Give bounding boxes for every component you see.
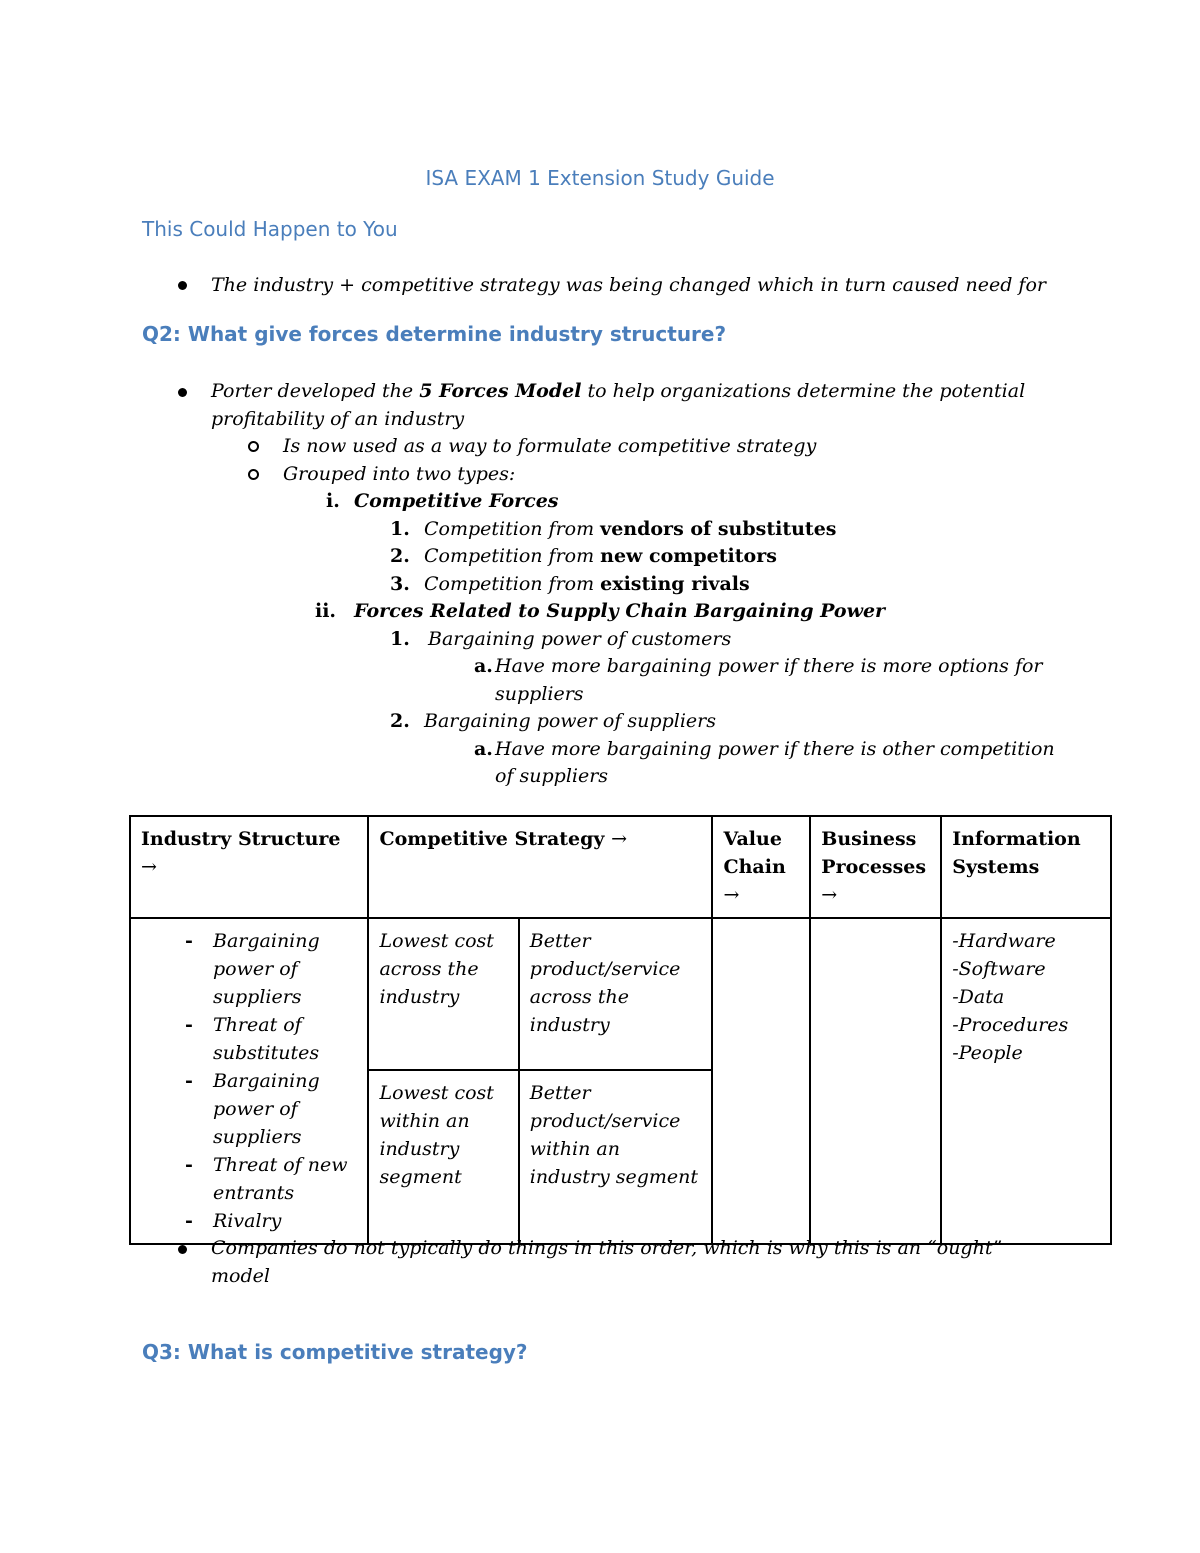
table-row [130,918,1111,1070]
porter-post: to help organizations determine the potential [581,380,1026,402]
header-industry-structure [130,816,368,918]
value-chain-cell [712,918,810,1244]
porter-line-cont: profitability of an industry [211,408,465,430]
header-info-text: Information Systems [952,828,1081,878]
porter-line [211,377,1025,405]
roman-marker-i: i. [326,490,340,512]
list-item: - Rivalry [213,1207,357,1235]
information-systems-cell [941,918,1111,1244]
arrow-icon: → [611,828,628,850]
bp1a-marker: a. [474,655,493,677]
table-header-row [130,816,1111,918]
porter-model-name: 5 Forces Model [419,380,582,402]
document-title: ISA EXAM 1 Extension Study Guide [425,166,775,190]
sub-bullet-grouped: Grouped into two types: [283,463,516,485]
cf-item-2 [424,542,777,570]
strategy-cell-better-product-industry: Better product/service across the industry [519,918,713,1070]
bp-customers: Bargaining power of customers [428,628,732,650]
arrow-icon: → [821,884,838,906]
strategy-cell-lowest-cost-industry: Lowest cost across the industry [368,918,518,1070]
arrow-icon: → [141,856,157,878]
strategy-cell-lowest-cost-segment: Lowest cost within an industry segment [368,1070,518,1244]
arrow-icon: → [723,884,740,906]
bp1a-line2: suppliers [495,683,584,705]
list-item: -Software [952,958,1046,980]
strategy-table [129,815,1112,1245]
competitive-forces-label: Competitive Forces [354,490,559,512]
list-item: -Procedures [952,1014,1069,1036]
section-heading-q3: Q3: What is competitive strategy? [142,1340,528,1364]
cf-item-3 [424,570,750,598]
cf-item-3-bold: existing rivals [600,573,750,595]
bp-marker-2: 2. [390,710,410,732]
list-item: - Threat of new entrants [213,1151,357,1207]
section-heading-this-could-happen: This Could Happen to You [142,217,398,241]
industry-structure-cell [130,918,368,1244]
list-item: - Bargaining power of suppliers [213,927,357,1011]
cf-marker-3: 3. [390,573,410,595]
header-information-systems [941,816,1111,918]
strategy-cell-better-product-segment: Better product/service within an industry segment [519,1070,713,1244]
header-value-chain [712,816,810,918]
list-item: -Data [952,986,1005,1008]
cf-marker-2: 2. [390,545,410,567]
header-business-processes [810,816,941,918]
ought-model-line1: Companies do not typically do things in this order, which is why this is an “ought” [211,1237,1003,1259]
cf-prefix: Competition from [424,545,601,567]
header-competitive-strategy [368,816,712,918]
cf-item-1 [424,515,836,543]
header-business-text: Business Processes [821,828,927,878]
circle-bullet-icon [248,441,259,452]
header-competitive-text: Competitive Strategy [379,828,605,850]
section-heading-q2: Q2: What give forces determine industry structure? [142,322,727,346]
ought-model-line2: model [211,1265,270,1287]
cf-prefix: Competition from [424,573,601,595]
circle-bullet-icon [248,469,259,480]
bp-suppliers: Bargaining power of suppliers [424,710,716,732]
supply-chain-forces-label: Forces Related to Supply Chain Bargaining Power [354,600,886,622]
business-processes-cell [810,918,941,1244]
bullet-icon [178,281,187,290]
bp2a-line2: of suppliers [495,765,609,787]
cf-item-2-bold: new competitors [600,545,777,567]
section1-bullet-text: The industry + competitive strategy was being changed which in turn caused need for [211,274,1046,296]
bp-marker-1: 1. [390,628,410,650]
header-industry-text: Industry Structure [141,828,341,850]
bp1a-line1: Have more bargaining power if there is more options for [495,655,1043,677]
roman-marker-ii: ii. [315,600,337,622]
list-item: -Hardware [952,930,1056,952]
sub-bullet-formulate: Is now used as a way to formulate competitive strategy [283,435,817,457]
porter-pre: Porter developed the [211,380,420,402]
header-value-chain-text: Value Chain [723,828,786,878]
bp2a-marker: a. [474,738,493,760]
bullet-icon [178,1245,187,1254]
list-item: - Bargaining power of suppliers [213,1067,357,1151]
cf-marker-1: 1. [390,518,410,540]
bp2a-line1: Have more bargaining power if there is other competition [495,738,1055,760]
list-item: -People [952,1042,1023,1064]
cf-item-1-bold: vendors of substitutes [600,518,837,540]
list-item: - Threat of substitutes [213,1011,357,1067]
bullet-icon [178,388,187,397]
cf-prefix: Competition from [424,518,601,540]
